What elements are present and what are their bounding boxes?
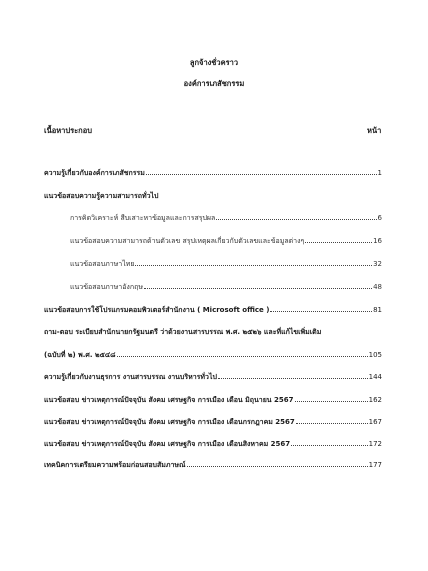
toc-leader-dots <box>146 174 377 175</box>
toc-entry-page: 172 <box>368 440 382 448</box>
toc-leader-dots <box>270 311 372 312</box>
toc-entry-page: 81 <box>373 306 382 314</box>
toc-entry-page: 105 <box>368 351 382 359</box>
toc-leader-dots <box>187 466 368 467</box>
toc-entry-label: ถาม-ตอบ ระเบียบสำนักนายกรัฐมนตรี ว่าด้วยงานสารบรรณ พ.ศ. ๒๕๒๖ และที่แก้ไขเพิ่มเติม <box>44 328 322 336</box>
toc-entry-page: 144 <box>368 373 382 381</box>
toc-entry-label: แนวข้อสอบ ข่าวเหตุการณ์ปัจจุบัน สังคม เศรษฐกิจ การเมือง เดือนกรกฎาคม 2567 <box>44 418 295 426</box>
toc-leader-dots <box>296 423 368 424</box>
toc-section-heading <box>44 191 382 202</box>
toc-subentry <box>70 282 382 293</box>
toc-leader-dots <box>144 288 372 289</box>
toc-entry-page: 167 <box>368 418 382 426</box>
toc-entry-page: 16 <box>373 237 382 245</box>
page-heading: หน้า <box>367 126 382 135</box>
toc-leader-dots <box>291 445 367 446</box>
toc-entry <box>44 372 382 383</box>
toc-entry-page: 6 <box>377 214 382 222</box>
toc-entry-page: 48 <box>373 283 382 291</box>
toc-leader-dots <box>305 242 372 243</box>
toc-subentry <box>70 236 382 247</box>
toc-subentry <box>70 213 382 224</box>
toc-entry <box>44 305 382 316</box>
toc-entry-page: 177 <box>368 461 382 469</box>
toc-subentry <box>70 259 382 270</box>
toc-entry <box>44 395 382 406</box>
toc-entry-page: 162 <box>368 396 382 404</box>
toc-leader-dots <box>295 401 368 402</box>
document-title: ลูกจ้างชั่วคราว <box>189 58 239 67</box>
toc-entry-label: แนวข้อสอบการใช้โปรแกรมคอมพิวเตอร์สำนักงาน ( Microsoft office ) <box>44 306 270 314</box>
toc-entry <box>44 439 382 450</box>
toc-entry-label: แนวข้อสอบความสามารถด้านตัวเลข สรุปเหตุผลเกี่ยวกับตัวเลขและข้อมูลต่างๆ <box>70 237 305 245</box>
toc-entry <box>44 417 382 428</box>
document-subtitle: องค์การเภสัชกรรม <box>183 79 245 88</box>
toc-entry-page: 1 <box>377 169 382 177</box>
toc-entry-page: 32 <box>373 260 382 268</box>
toc-entry-label: เทคนิคการเตรียมความพร้อมก่อนสอบสัมภาษณ์ <box>44 461 186 469</box>
toc-leader-dots <box>218 378 368 379</box>
toc-entry-label: แนวข้อสอบภาษาอังกฤษ <box>70 283 143 291</box>
toc-leader-dots <box>216 219 376 220</box>
toc-entry <box>44 350 382 361</box>
contents-heading: เนื้อหาประกอบ <box>44 126 92 135</box>
toc-entry-label: แนวข้อสอบ ข่าวเหตุการณ์ปัจจุบัน สังคม เศรษฐกิจ การเมือง เดือนสิงหาคม 2567 <box>44 440 291 448</box>
toc-entry <box>44 327 382 338</box>
toc-entry-label: การคิดวิเคราะห์ สืบเสาะหาข้อมูลและการสรุปผล <box>70 214 216 222</box>
toc-entry <box>44 460 382 471</box>
toc-entry-label: ความรู้เกี่ยวกับงานธุรการ งานสารบรรณ งานบริหารทั่วไป <box>44 373 217 381</box>
toc-entry-label: ความรู้เกี่ยวกับองค์การเภสัชกรรม <box>44 169 145 177</box>
toc-leader-dots <box>117 356 368 357</box>
toc-entry <box>44 168 382 179</box>
toc-entry-label: แนวข้อสอบความรู้ความสามารถทั่วไป <box>44 192 159 200</box>
toc-entry-label: แนวข้อสอบ ข่าวเหตุการณ์ปัจจุบัน สังคม เศรษฐกิจ การเมือง เดือน มิถุนายน 2567 <box>44 396 294 404</box>
toc-leader-dots <box>135 265 372 266</box>
toc-entry-label: (ฉบับที่ ๒) พ.ศ. ๒๕๔๘ <box>44 351 116 359</box>
toc-entry-label: แนวข้อสอบภาษาไทย <box>70 260 135 268</box>
